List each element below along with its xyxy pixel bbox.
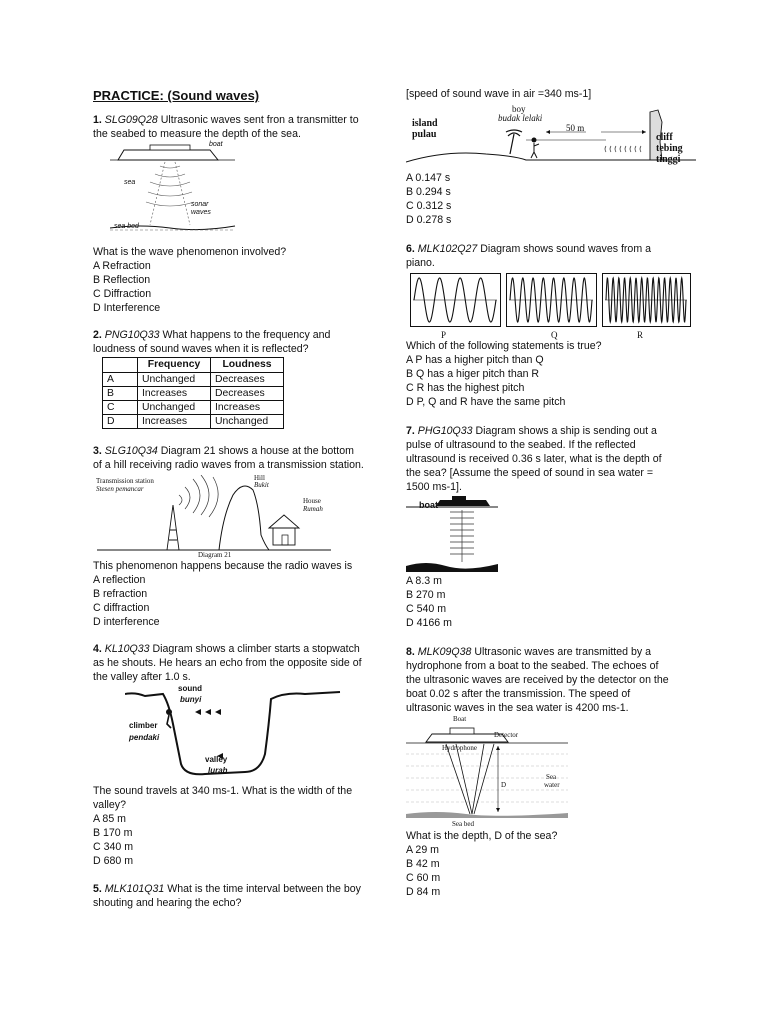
question-text: the valley after 1.0 s.	[93, 671, 191, 683]
question-text: of a hill receiving radio waves from a transmission station.	[93, 459, 364, 471]
question-number: 3.	[93, 445, 102, 457]
question-1-answers	[93, 245, 365, 315]
table-row	[103, 373, 284, 387]
diagram-label: Sea	[546, 773, 557, 781]
table-header-row	[103, 358, 284, 373]
question-text: Ultrasonic waves sent fron a transmitter to	[160, 114, 359, 126]
question-number: 6.	[406, 243, 415, 255]
question-code: KL10Q33	[104, 643, 150, 655]
question-3	[93, 444, 383, 472]
diagram-label: pulau	[412, 129, 437, 140]
option-a: A reflection	[93, 574, 146, 586]
option-c: C 60 m	[406, 872, 441, 884]
option-d: D interference	[93, 616, 160, 628]
diagram-label: tinggi	[656, 154, 681, 165]
option-a: A Refraction	[93, 260, 151, 272]
question-6-answers	[406, 339, 678, 409]
diagram-label: D	[501, 781, 507, 789]
diagram-label: Sea bed	[452, 820, 474, 828]
question-text: Ultrasonic waves are transmitted by a	[474, 646, 651, 658]
diagram-label: pendaki	[129, 733, 160, 742]
table-cell: Unchanged	[138, 401, 211, 415]
option-d: D P, Q and R have the same pitch	[406, 396, 566, 408]
question-text: piano.	[406, 257, 435, 269]
island-cliff-diagram	[406, 102, 696, 170]
answer-table	[102, 357, 284, 429]
question-5	[93, 882, 365, 910]
question-text: shouting and hearing the echo?	[93, 897, 242, 909]
diagram-label: boy	[512, 104, 526, 114]
question-text: What happens to the frequency and	[162, 329, 331, 341]
question-code: PNG10Q33	[104, 329, 160, 341]
question-6	[406, 242, 678, 270]
question-3-answers	[93, 559, 365, 629]
option-a: A P has a higher pitch than Q	[406, 354, 544, 366]
option-b: B 0.294 s	[406, 186, 451, 198]
table-row	[103, 387, 284, 401]
question-text: as he shouts. He hears an echo from the opposite side of	[93, 657, 362, 669]
question-4	[93, 642, 373, 684]
table-cell: Decreases	[211, 387, 284, 401]
option-c: C 340 m	[93, 841, 134, 853]
question-text: What is the depth, D of the sea?	[406, 830, 558, 842]
question-text: valley?	[93, 799, 126, 811]
question-code: PHG10Q33	[417, 425, 473, 437]
diagram-label: budak lelaki	[498, 113, 543, 123]
diagram-label: climber	[129, 721, 158, 730]
question-code: MLK101Q31	[104, 883, 165, 895]
diagram-label: water	[544, 781, 560, 789]
diagram-label: bunyi	[180, 695, 202, 704]
wave-label-r: R	[637, 330, 644, 340]
question-text: the sea? [Assume the speed of sound in sea water =	[406, 467, 654, 479]
diagram-label: Transmission station	[96, 477, 154, 485]
question-text: Diagram shows sound waves from a	[480, 243, 651, 255]
diagram-label: House	[303, 497, 321, 505]
question-text: Diagram shows a ship is sending out a	[475, 425, 657, 437]
diagram-label: island	[412, 118, 438, 129]
question-text: the ultrasonic waves are received by the detector on the	[406, 674, 669, 686]
option-d: D 0.278 s	[406, 214, 452, 226]
table-header	[103, 358, 138, 373]
option-a: A 0.147 s	[406, 172, 451, 184]
diagram-label: Detector	[494, 731, 519, 739]
table-cell: C	[103, 401, 138, 415]
option-c: C 540 m	[406, 603, 447, 615]
table-cell: B	[103, 387, 138, 401]
question-code: MLK102Q27	[417, 243, 478, 255]
diagram-label: boat	[209, 141, 223, 148]
question-number: 4.	[93, 643, 102, 655]
table-cell: Unchanged	[211, 415, 284, 429]
question-text: hydrophone from a boat to the seabed. The echoes of	[406, 660, 659, 672]
question-4-answers	[93, 784, 365, 868]
diagram-label: sound	[178, 684, 202, 693]
question-text: Which of the following statements is true?	[406, 340, 602, 352]
option-d: D Interference	[93, 302, 161, 314]
diagram-label: sonar	[191, 201, 209, 208]
speed-note: [speed of sound wave in air =340 ms-1]	[406, 88, 592, 100]
hydrophone-diagram	[406, 716, 568, 828]
question-number: 1.	[93, 114, 102, 126]
option-d: D 680 m	[93, 855, 134, 867]
diagram-label: tebing	[656, 143, 683, 154]
diagram-label: 50 m	[566, 123, 585, 133]
table-cell: Increases	[211, 401, 284, 415]
question-text: loudness of sound waves when it is reflected?	[93, 343, 309, 355]
option-a: A 85 m	[93, 813, 126, 825]
table-cell: Increases	[138, 415, 211, 429]
question-2	[93, 328, 365, 356]
diagram-label: valley	[205, 755, 228, 764]
question-5-answers	[406, 171, 678, 227]
option-b: B refraction	[93, 588, 148, 600]
diagram-label: sea	[124, 179, 136, 186]
piano-waves-diagram	[410, 273, 692, 329]
question-7	[406, 424, 678, 494]
question-text: This phenomenon happens because the radio waves is	[93, 560, 353, 572]
question-text: The sound travels at 340 ms-1. What is the width of the	[93, 785, 353, 797]
question-8-answers	[406, 829, 678, 899]
page-title: PRACTICE: (Sound waves)	[93, 88, 260, 103]
question-number: 2.	[93, 329, 102, 341]
question-text: ultrasound is received 0.36 s later, what is the depth of	[406, 453, 662, 465]
option-b: B 270 m	[406, 589, 446, 601]
question-8	[406, 645, 678, 715]
option-c: C diffraction	[93, 602, 150, 614]
diagram-label: Rumah	[303, 505, 323, 513]
question-text: the seabed to measure the depth of the sea.	[93, 128, 301, 140]
diagram-label: Hydrophone	[442, 744, 477, 752]
question-number: 8.	[406, 646, 415, 658]
diagram-label: sea bed	[114, 223, 139, 230]
wave-label-p: P	[441, 330, 447, 340]
question-code: MLK09Q38	[417, 646, 472, 658]
diagram-label: Bukit	[254, 481, 269, 489]
option-a: A 29 m	[406, 844, 439, 856]
table-row	[103, 401, 284, 415]
table-cell: A	[103, 373, 138, 387]
diagram-caption: Diagram 21	[198, 551, 232, 559]
table-header: Frequency	[138, 358, 211, 373]
question-code: SLG10Q34	[104, 445, 158, 457]
question-7-answers	[406, 574, 678, 630]
table-header: Loudness	[211, 358, 284, 373]
table-cell: Decreases	[211, 373, 284, 387]
diagram-label: boat	[419, 500, 438, 510]
option-c: C R has the highest pitch	[406, 382, 525, 394]
wave-label-q: Q	[551, 330, 558, 340]
table-row	[103, 415, 284, 429]
option-c: C Diffraction	[93, 288, 152, 300]
question-text: What is the time interval between the boy	[167, 883, 361, 895]
option-b: B 170 m	[93, 827, 133, 839]
table-cell: D	[103, 415, 138, 429]
option-c: C 0.312 s	[406, 200, 452, 212]
option-a: A 8.3 m	[406, 575, 442, 587]
question-number: 5.	[93, 883, 102, 895]
option-b: B Reflection	[93, 274, 151, 286]
diagram-label: Hill	[254, 474, 265, 482]
question-text: Diagram 21 shows a house at the bottom	[160, 445, 354, 457]
option-b: B Q has a higer pitch than R	[406, 368, 540, 380]
table-cell: Increases	[138, 387, 211, 401]
option-d: D 84 m	[406, 886, 441, 898]
option-b: B 42 m	[406, 858, 440, 870]
diagram-label: cliff	[656, 132, 673, 143]
question-text: 1500 ms-1].	[406, 481, 462, 493]
diagram-label: Boat	[453, 715, 467, 723]
diagram-label: lurah	[208, 766, 228, 775]
question-code: SLG09Q28	[104, 114, 158, 126]
table-cell: Unchanged	[138, 373, 211, 387]
diagram-label: Stesen pemancar	[96, 485, 144, 493]
question-1	[93, 113, 365, 141]
question-text: boat 0.02 s after the transmission. The speed of	[406, 688, 631, 700]
question-text: pulse of ultrasound to the seabed. If the reflected	[406, 439, 636, 451]
question-text: ultrasonic waves in the sea water is 4200 ms-1.	[406, 702, 629, 714]
option-d: D 4166 m	[406, 617, 452, 629]
question-number: 7.	[406, 425, 415, 437]
diagram-label: waves	[191, 209, 211, 216]
question-text: Diagram shows a climber starts a stopwatch	[152, 643, 360, 655]
question-text: What is the wave phenomenon involved?	[93, 246, 287, 258]
